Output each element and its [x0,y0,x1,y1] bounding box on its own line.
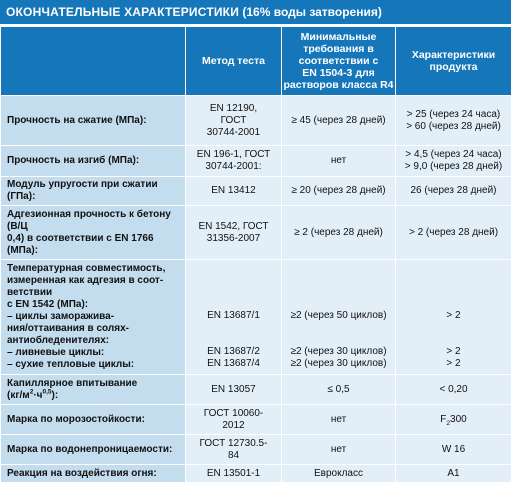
header-property [1,27,186,96]
row-product: > 2 > 2 > 2 [396,260,511,375]
row-method: ГОСТ 10060- 2012 [186,405,282,435]
table-row [1,260,511,375]
row-product: A1 [396,465,511,483]
header-requirements: Минимальные требования в соответствии с EN 1504-3 для растворов класса R4 [282,27,396,96]
row-product: $F_2300$ [396,405,511,435]
header-product: Характеристики продукта [396,27,511,96]
row-requirement: нет [282,146,396,177]
row-requirement: нет [282,405,396,435]
row-product: > 25 (через 24 часа) > 60 (через 28 дней) [396,96,511,146]
row-requirement: ≥ 20 (через 28 дней) [282,177,396,206]
row-requirement: Еврокласс [282,465,396,483]
title-main: ОКОНЧАТЕЛЬНЫЕ ХАРАКТЕРИСТИКИ [6,5,240,19]
row-label: Марка по морозостойкости: [1,405,186,435]
row-label: Температурная совместимость, измеренная как адгезия в соот- ветствии с EN 1542 (МПа): – циклы заморажива- ния/оттаивания в солях- антиобледенителях: – ливневые циклы: – сухие тепловые циклы: [1,260,186,375]
row-label: Адгезионная прочность к бетону (В/Ц 0,4) в соответствии с EN 1766 (МПа): [1,206,186,260]
header-row [1,27,511,96]
row-requirement: ≥2 (через 50 циклов) ≥2 (через 30 циклов) ≥2 (через 30 циклов) [282,260,396,375]
row-requirement: ≤ 0,5 [282,375,396,405]
table-row [1,96,511,146]
row-method: EN 1542, ГОСТ 31356-2007 [186,206,282,260]
row-product: < 0,20 [396,375,511,405]
row-label: Модуль упругости при сжатии (ГПа): [1,177,186,206]
capillary-unit: $(кг/м^2\cdot ч^{0,5})$: [7,388,59,401]
table-row [1,146,511,177]
row-product: W 16 [396,435,511,465]
row-requirement: ≥ 2 (через 28 дней) [282,206,396,260]
row-method: EN 13501-1 [186,465,282,483]
row-method: EN 13687/1 EN 13687/2 EN 13687/4 [186,260,282,375]
row-method: EN 13412 [186,177,282,206]
row-product: > 2 (через 28 дней) [396,206,511,260]
row-label: Реакция на воздействия огня: [1,465,186,483]
row-label: Марка по водонепроницаемости: [1,435,186,465]
table-row [1,435,511,465]
table-row [1,405,511,435]
row-label: Прочность на изгиб (МПа): [1,146,186,177]
table-row [1,465,511,483]
row-requirement: нет [282,435,396,465]
table-title [0,0,511,24]
title-note: (16% воды затворения) [239,5,382,19]
table-row [1,177,511,206]
header-method: Метод теста [186,27,282,96]
characteristics-table [0,26,511,483]
row-method: ГОСТ 12730.5- 84 [186,435,282,465]
row-method: EN 12190, ГОСТ 30744-2001 [186,96,282,146]
row-method: EN 196-1, ГОСТ 30744-2001: [186,146,282,177]
row-product: > 4,5 (через 24 часа) > 9,0 (через 28 дней) [396,146,511,177]
row-method: EN 13057 [186,375,282,405]
row-label: Капиллярное впитывание $(кг/м^2\cdot ч^{0,5})$: [1,375,186,405]
row-product: 26 (через 28 дней) [396,177,511,206]
table-row [1,375,511,405]
table-row [1,206,511,260]
row-label: Прочность на сжатие (МПа): [1,96,186,146]
row-requirement: ≥ 45 (через 28 дней) [282,96,396,146]
